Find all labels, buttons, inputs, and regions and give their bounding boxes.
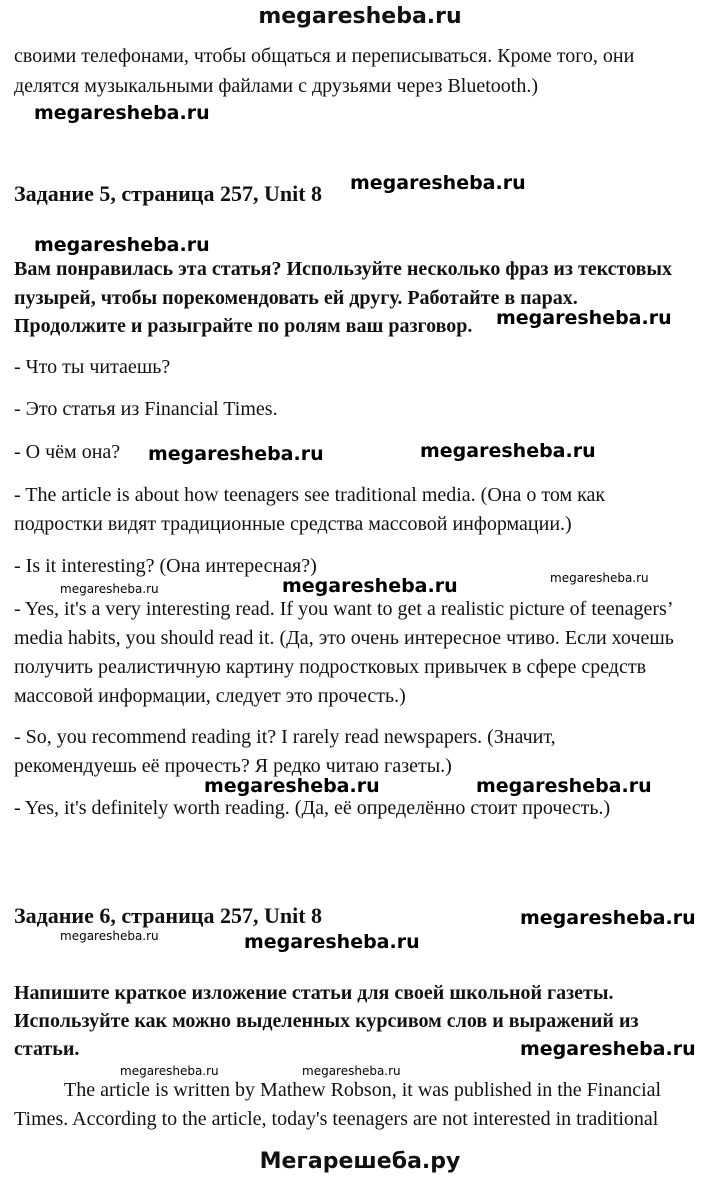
watermark: megaresheba.ru [420,440,596,462]
watermark: megaresheba.ru [34,234,210,256]
watermark: megaresheba.ru [60,929,159,943]
watermark: megaresheba.ru [350,172,526,194]
watermark: megaresheba.ru [520,907,696,929]
dialog-line: массовой информации, следует это прочесть.) [14,685,406,707]
watermark: megaresheba.ru [282,575,458,597]
dialog-line: - О чём она? [14,441,121,463]
summary-line-1: The article is written by Mathew Robson, it was published in the Financial [64,1079,662,1101]
dialog-line: получить реалистичную картину подростковых привычек в сфере средств [14,656,647,678]
summary-line-2: Times. According to the article, today's teenagers are not interested in traditional [14,1108,659,1130]
watermark: megaresheba.ru [60,582,159,596]
task5-instruction-3: Продолжите и разыграйте по ролям ваш разговор. [14,315,473,337]
watermark: megaresheba.ru [244,931,420,953]
dialog-line: рекомендуешь её прочесть? Я редко читаю газеты.) [14,755,452,777]
watermark: megaresheba.ru [302,1064,401,1078]
task5-instruction-1: Вам понравилась эта статья? Используйте несколько фраз из текстовых [14,258,673,280]
dialog-line: - Что ты читаешь? [14,356,171,378]
task5-instruction-2: пузырей, чтобы порекомендовать ей другу. Работайте в парах. [14,287,578,309]
dialog-line: - Yes, it's a very interesting read. If you want to get a realistic picture of teenagers’ [14,598,674,620]
site-header: megaresheba.ru [258,4,462,29]
intro-line-2: делятся музыкальными файлами с друзьями через Bluetooth.) [14,75,538,97]
dialog-line: - Это статья из Financial Times. [14,398,278,420]
dialog-line: - The article is about how teenagers see traditional media. (Она о том как [14,484,606,506]
task5-title: Задание 5, страница 257, Unit 8 [14,181,323,206]
watermark: megaresheba.ru [496,307,672,329]
intro-line-1: своими телефонами, чтобы общаться и переписываться. Кроме того, они [14,45,635,67]
watermark: megaresheba.ru [120,1064,219,1078]
dialog-line: подростки видят традиционные средства массовой информации.) [14,513,572,535]
watermark: megaresheba.ru [550,571,649,585]
task6-instruction-2: Используйте как можно выделенных курсивом слов и выражений из [14,1010,639,1032]
footer-brand: Мегарешеба.ру [259,1149,461,1174]
task6-title: Задание 6, страница 257, Unit 8 [14,903,323,928]
dialog-line: - Is it interesting? (Она интересная?) [14,555,317,577]
task6-instruction-3: статьи. [14,1038,80,1060]
watermark: megaresheba.ru [148,443,324,465]
dialog-line: - So, you recommend reading it? I rarely read newspapers. (Значит, [14,726,556,748]
watermark: megaresheba.ru [34,102,210,124]
task6-instruction-1: Напишите краткое изложение статьи для своей школьной газеты. [14,982,614,1004]
dialog-line: media habits, you should read it. (Да, это очень интересное чтиво. Если хочешь [14,627,674,649]
watermark: megaresheba.ru [476,775,652,797]
watermark: megaresheba.ru [204,775,380,797]
dialog-line: - Yes, it's definitely worth reading. (Да, её определённо стоит прочесть.) [14,797,611,819]
watermark: megaresheba.ru [520,1038,696,1060]
